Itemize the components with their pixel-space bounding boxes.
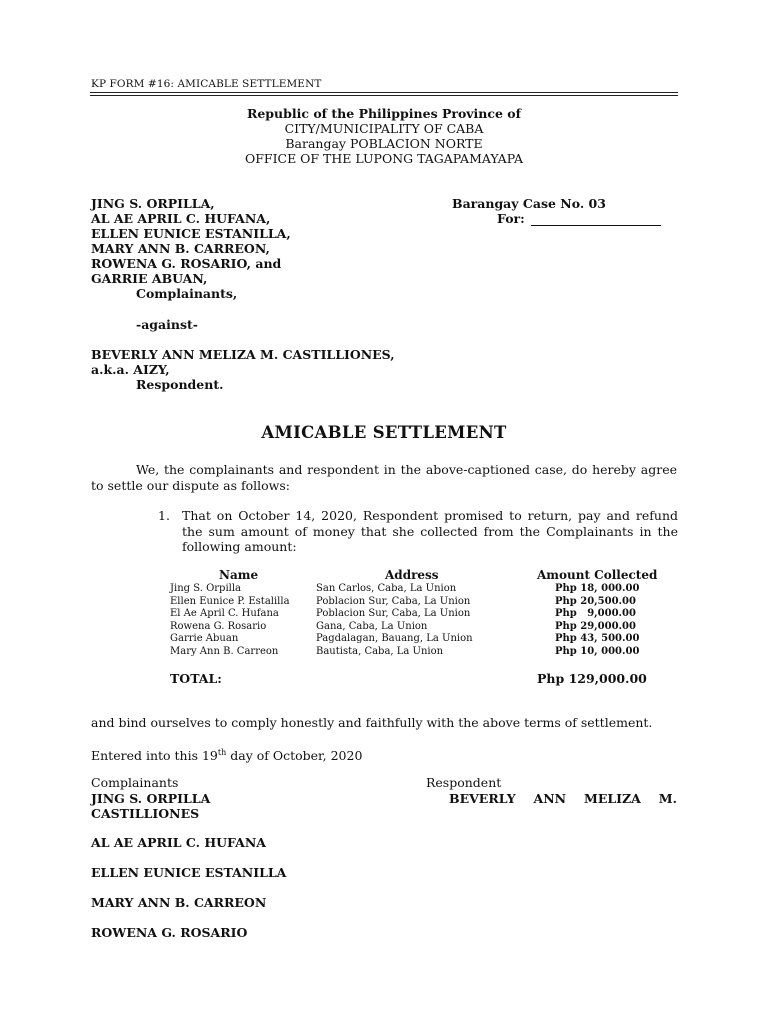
respondent-name-word: MELIZA xyxy=(584,791,641,806)
cell-address: Gana, Caba, La Union xyxy=(316,620,428,632)
complainant-name: JING S. ORPILLA, xyxy=(91,196,215,211)
document-header xyxy=(90,106,678,166)
respondent-label: Respondent. xyxy=(136,377,224,392)
cell-amount: Php 9,000.00 xyxy=(555,608,636,619)
collection-table xyxy=(170,569,670,658)
column-header-amount: Amount Collected xyxy=(537,568,658,582)
entered-date xyxy=(91,745,677,764)
header-rule-bottom xyxy=(90,95,678,96)
complainants-label: Complainants, xyxy=(136,286,238,301)
complainant-signature-name: AL AE APRIL C. HUFANA xyxy=(91,835,266,850)
respondent-aka: a.k.a. AIZY, xyxy=(91,362,170,377)
header-line-1: Republic of the Philippines Province of xyxy=(246,106,522,121)
complainants-heading: Complainants xyxy=(91,775,179,790)
table-row xyxy=(170,633,670,646)
respondent-signature-name xyxy=(449,791,677,806)
table-row xyxy=(170,621,670,634)
respondent-name-word: BEVERLY xyxy=(449,791,516,806)
cell-amount: Php 29,000.00 xyxy=(555,620,636,632)
respondent-name: BEVERLY ANN MELIZA M. CASTILLIONES, xyxy=(91,347,395,362)
document-title: AMICABLE SETTLEMENT xyxy=(261,423,507,442)
table-row xyxy=(170,596,670,609)
column-header-address: Address xyxy=(385,568,439,582)
cell-name: El Ae April C. Hufana xyxy=(170,608,279,619)
closing-paragraph: and bind ourselves to comply honestly and faithfully with the above terms of settlement. xyxy=(91,715,653,730)
intro-text: We, the complainants and respondent in the above-captioned case, do hereby agree to settle our dispute as follows: xyxy=(91,462,677,493)
form-label: KP FORM #16: AMICABLE SETTLEMENT xyxy=(91,78,322,90)
case-for-blank-line xyxy=(531,213,661,226)
header-rule-top xyxy=(90,92,678,93)
complainant-name: ROWENA G. ROSARIO, and xyxy=(91,256,282,271)
cell-amount: Php 10, 000.00 xyxy=(555,645,640,657)
entered-prefix: Entered into this 19 xyxy=(91,748,218,764)
respondent-name-word: ANN xyxy=(533,791,567,806)
cell-amount: Php 43, 500.00 xyxy=(555,633,640,644)
case-number: Barangay Case No. 03 xyxy=(452,196,606,211)
header-line-4: OFFICE OF THE LUPONG TAGAPAMAYAPA xyxy=(244,151,524,166)
total-label: TOTAL: xyxy=(170,671,222,686)
cell-name: Rowena G. Rosario xyxy=(170,620,267,632)
item-number: 1. xyxy=(158,508,170,523)
cell-name: Garrie Abuan xyxy=(170,633,239,644)
complainants-block xyxy=(91,196,291,301)
header-line-2: CITY/MUNICIPALITY OF CABA xyxy=(284,121,484,136)
cell-amount: Php 18, 000.00 xyxy=(555,583,640,594)
column-header-name: Name xyxy=(219,568,259,582)
table-row xyxy=(170,583,670,596)
complainant-signature-name: MARY ANN B. CARREON xyxy=(91,895,267,910)
case-for xyxy=(497,211,661,226)
entered-rest: day of October, 2020 xyxy=(226,748,363,764)
respondent-heading: Respondent xyxy=(426,775,502,790)
entered-ordinal-suffix: th xyxy=(217,748,227,757)
table-header-row xyxy=(170,569,670,583)
complainant-name: ELLEN EUNICE ESTANILLA, xyxy=(91,226,291,241)
header-line-3: Barangay POBLACION NORTE xyxy=(285,136,483,151)
intro-paragraph xyxy=(91,462,677,493)
cell-amount: Php 20,500.00 xyxy=(555,595,636,607)
respondent-signature-name-wrap: CASTILLIONES xyxy=(91,806,200,821)
cell-address: San Carlos, Caba, La Union xyxy=(316,583,457,594)
case-for-label: For: xyxy=(497,211,525,226)
complainant-name: MARY ANN B. CARREON, xyxy=(91,241,270,256)
respondent-name-word: M. xyxy=(658,791,677,806)
table-row xyxy=(170,608,670,621)
respondent-block xyxy=(91,347,395,392)
cell-address: Bautista, Caba, La Union xyxy=(316,645,444,657)
cell-address: Pagdalagan, Bauang, La Union xyxy=(316,633,473,644)
complainant-signature-name: JING S. ORPILLA xyxy=(91,791,211,806)
complainant-name: AL AE APRIL C. HUFANA, xyxy=(91,211,271,226)
total-amount: Php 129,000.00 xyxy=(537,671,647,686)
against-label: -against- xyxy=(136,317,198,332)
cell-address: Poblacion Sur, Caba, La Union xyxy=(316,595,471,607)
table-row xyxy=(170,646,670,659)
complainant-name: GARRIE ABUAN, xyxy=(91,271,208,286)
cell-name: Mary Ann B. Carreon xyxy=(170,645,279,657)
complainant-signature-name: ELLEN EUNICE ESTANILLA xyxy=(91,865,287,880)
cell-name: Jing S. Orpilla xyxy=(170,583,242,594)
cell-address: Poblacion Sur, Caba, La Union xyxy=(316,608,471,619)
complainant-signature-name: ROWENA G. ROSARIO xyxy=(91,925,248,940)
settlement-item xyxy=(158,508,678,555)
cell-name: Ellen Eunice P. Estalilla xyxy=(170,595,290,607)
item-text: That on October 14, 2020, Respondent promised to return, pay and refund the sum amount of money that she collected from the Complainants in the following amount: xyxy=(182,508,678,554)
